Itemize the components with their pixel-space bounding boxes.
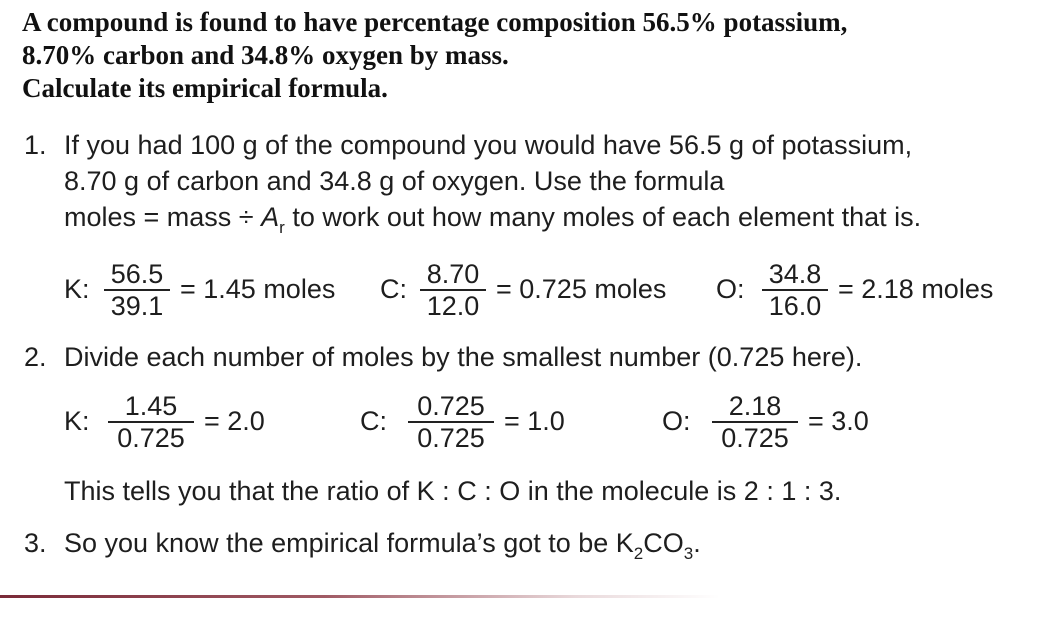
formula-subscript-2: 2: [633, 544, 644, 563]
fraction-denominator: 0.725: [417, 423, 485, 453]
step-2-ratio-line: This tells you that the ratio of K : C : O in the molecule is 2 : 1 : 3.: [64, 476, 842, 506]
calc-label: K:: [64, 274, 90, 304]
formula-co: CO: [643, 528, 684, 558]
formula-text-pre: moles = mass ÷: [64, 202, 262, 232]
step-3-number: 3.: [24, 528, 47, 558]
ar-subscript: r: [279, 218, 285, 237]
fraction: [712, 392, 798, 452]
calc-label: O:: [662, 406, 691, 436]
fraction-numerator: 34.8: [768, 259, 822, 289]
question-line-1: A compound is found to have percentage composition 56.5% potassium,: [22, 7, 848, 37]
fraction-numerator: 8.70: [426, 259, 480, 289]
step-3-end: .: [693, 528, 701, 558]
fraction: [104, 260, 170, 320]
fraction-numerator: 2.18: [728, 391, 782, 421]
fraction-denominator: 0.725: [117, 423, 185, 453]
calc-result: = 0.725 moles: [496, 274, 667, 304]
footer-rule: [0, 595, 720, 598]
formula-text-post: to work out how many moles of each element that is.: [284, 202, 922, 232]
fraction-numerator: 56.5: [110, 259, 164, 289]
question-line-2: 8.70% carbon and 34.8% oxygen by mass.: [22, 40, 509, 70]
calc-result: = 1.0: [504, 406, 565, 436]
step-1-line-1: If you had 100 g of the compound you would have 56.5 g of potassium,: [64, 130, 913, 160]
fraction-numerator: 1.45: [124, 391, 178, 421]
step-1-line-3: [64, 200, 922, 237]
calc-label: K:: [64, 406, 90, 436]
step-2-line-1: Divide each number of moles by the smallest number (0.725 here).: [64, 342, 863, 372]
fraction-denominator: 16.0: [768, 291, 822, 321]
step-3-text: So you know the empirical formula’s got to be K: [64, 528, 634, 558]
fraction: [420, 260, 486, 320]
step-1-number: 1.: [24, 130, 47, 160]
step-2-number: 2.: [24, 342, 47, 372]
calc-label: C:: [380, 274, 407, 304]
fraction-denominator: 12.0: [426, 291, 480, 321]
fraction-denominator: 0.725: [721, 423, 789, 453]
fraction: [762, 260, 828, 320]
calc-label: O:: [716, 274, 745, 304]
formula-subscript-3: 3: [683, 544, 694, 563]
fraction-denominator: 39.1: [110, 291, 164, 321]
calc-result: = 2.0: [204, 406, 265, 436]
calc-result: = 1.45 moles: [180, 274, 336, 304]
step-1-line-2: 8.70 g of carbon and 34.8 g of oxygen. Use the formula: [64, 166, 725, 196]
question-heading: [22, 6, 1032, 105]
calc-result: = 3.0: [808, 406, 869, 436]
calc-result: = 2.18 moles: [838, 274, 994, 304]
calc-label: C:: [360, 406, 387, 436]
question-line-3: Calculate its empirical formula.: [22, 73, 388, 103]
ar-symbol: A: [261, 202, 280, 232]
fraction: [108, 392, 194, 452]
step-3-line: [64, 526, 701, 563]
fraction-numerator: 0.725: [417, 391, 485, 421]
fraction: [408, 392, 494, 452]
